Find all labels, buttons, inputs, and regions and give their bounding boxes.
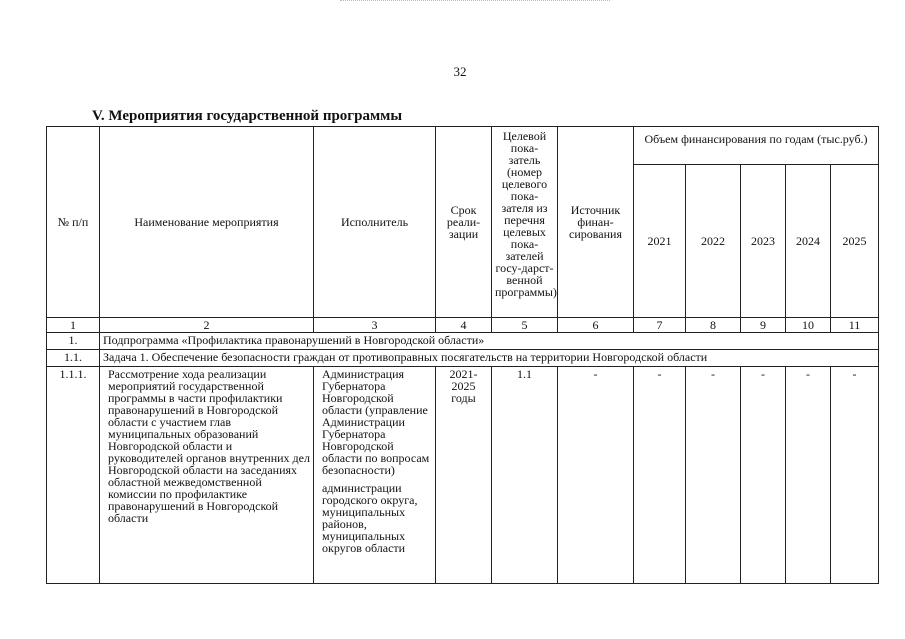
column-number: 3 — [314, 318, 436, 333]
column-number: 8 — [686, 318, 741, 333]
funding-2022: - — [686, 367, 741, 584]
funding-2023: - — [741, 367, 786, 584]
task-row — [47, 350, 879, 367]
header-executor: Исполнитель — [314, 127, 436, 318]
source-cell: - — [558, 367, 634, 584]
executor-primary: Администрация Губернатора Новгородской области (управление Администрации Губернатора Новгородской области по вопросам безопасности) — [322, 367, 430, 477]
executor-cell — [314, 367, 436, 584]
column-number-row — [47, 318, 879, 333]
header-target: Целевой пока-затель (номер целевого пока-зателя из перечня целевых пока-зателей госу-дарст-венной программы) — [492, 127, 558, 318]
column-number: 11 — [831, 318, 879, 333]
subprogram-title: Подпрограмма «Профилактика правонарушений в Новгородской области» — [100, 333, 879, 350]
column-number: 10 — [786, 318, 831, 333]
header-name: Наименование мероприятия — [100, 127, 314, 318]
column-number: 4 — [436, 318, 492, 333]
header-row-1 — [47, 127, 879, 165]
page-number: 32 — [453, 64, 467, 79]
row-num: 1.1.1. — [47, 367, 100, 584]
table-row — [47, 367, 879, 584]
funding-2025: - — [831, 367, 879, 584]
column-number: 2 — [100, 318, 314, 333]
column-number: 7 — [634, 318, 686, 333]
header-term: Срок реали-зации — [436, 127, 492, 318]
header-source: Источник финан-сирования — [558, 127, 634, 318]
header-year-2021: 2021 — [634, 165, 686, 318]
top-scan-rule — [340, 0, 610, 3]
activity-name: Рассмотрение хода реализации мероприятий государственной программы в части профилактики правонарушений в Новгородской области с участием глав муниципальных образований Новгородской области и руководителей органов внутренних дел Новгородской области на заседаниях областной межведомственной комиссии по профилактике правонарушений в Новгородской области — [100, 367, 314, 584]
target-cell: 1.1 — [492, 367, 558, 584]
header-year-2025: 2025 — [831, 165, 879, 318]
funding-2024: - — [786, 367, 831, 584]
column-number: 1 — [47, 318, 100, 333]
column-number: 9 — [741, 318, 786, 333]
section-title: V. Мероприятия государственной программы — [92, 108, 403, 124]
column-number: 5 — [492, 318, 558, 333]
header-year-2022: 2022 — [686, 165, 741, 318]
header-num: № п/п — [47, 127, 100, 318]
task-title: Задача 1. Обеспечение безопасности граждан от противоправных посягательств на территории Новгородской области — [100, 350, 879, 367]
subprogram-row — [47, 333, 879, 350]
header-funding-group: Объем финансирования по годам (тыс.руб.) — [634, 127, 879, 165]
executor-secondary: администрации городского округа, муниципальных районов, муниципальных округов области — [322, 481, 418, 555]
header-year-2023: 2023 — [741, 165, 786, 318]
subprogram-num: 1. — [47, 333, 100, 350]
column-number: 6 — [558, 318, 634, 333]
task-num: 1.1. — [47, 350, 100, 367]
term-cell: 2021-2025 годы — [436, 367, 492, 584]
funding-2021: - — [634, 367, 686, 584]
header-year-2024: 2024 — [786, 165, 831, 318]
activities-table — [46, 126, 879, 584]
